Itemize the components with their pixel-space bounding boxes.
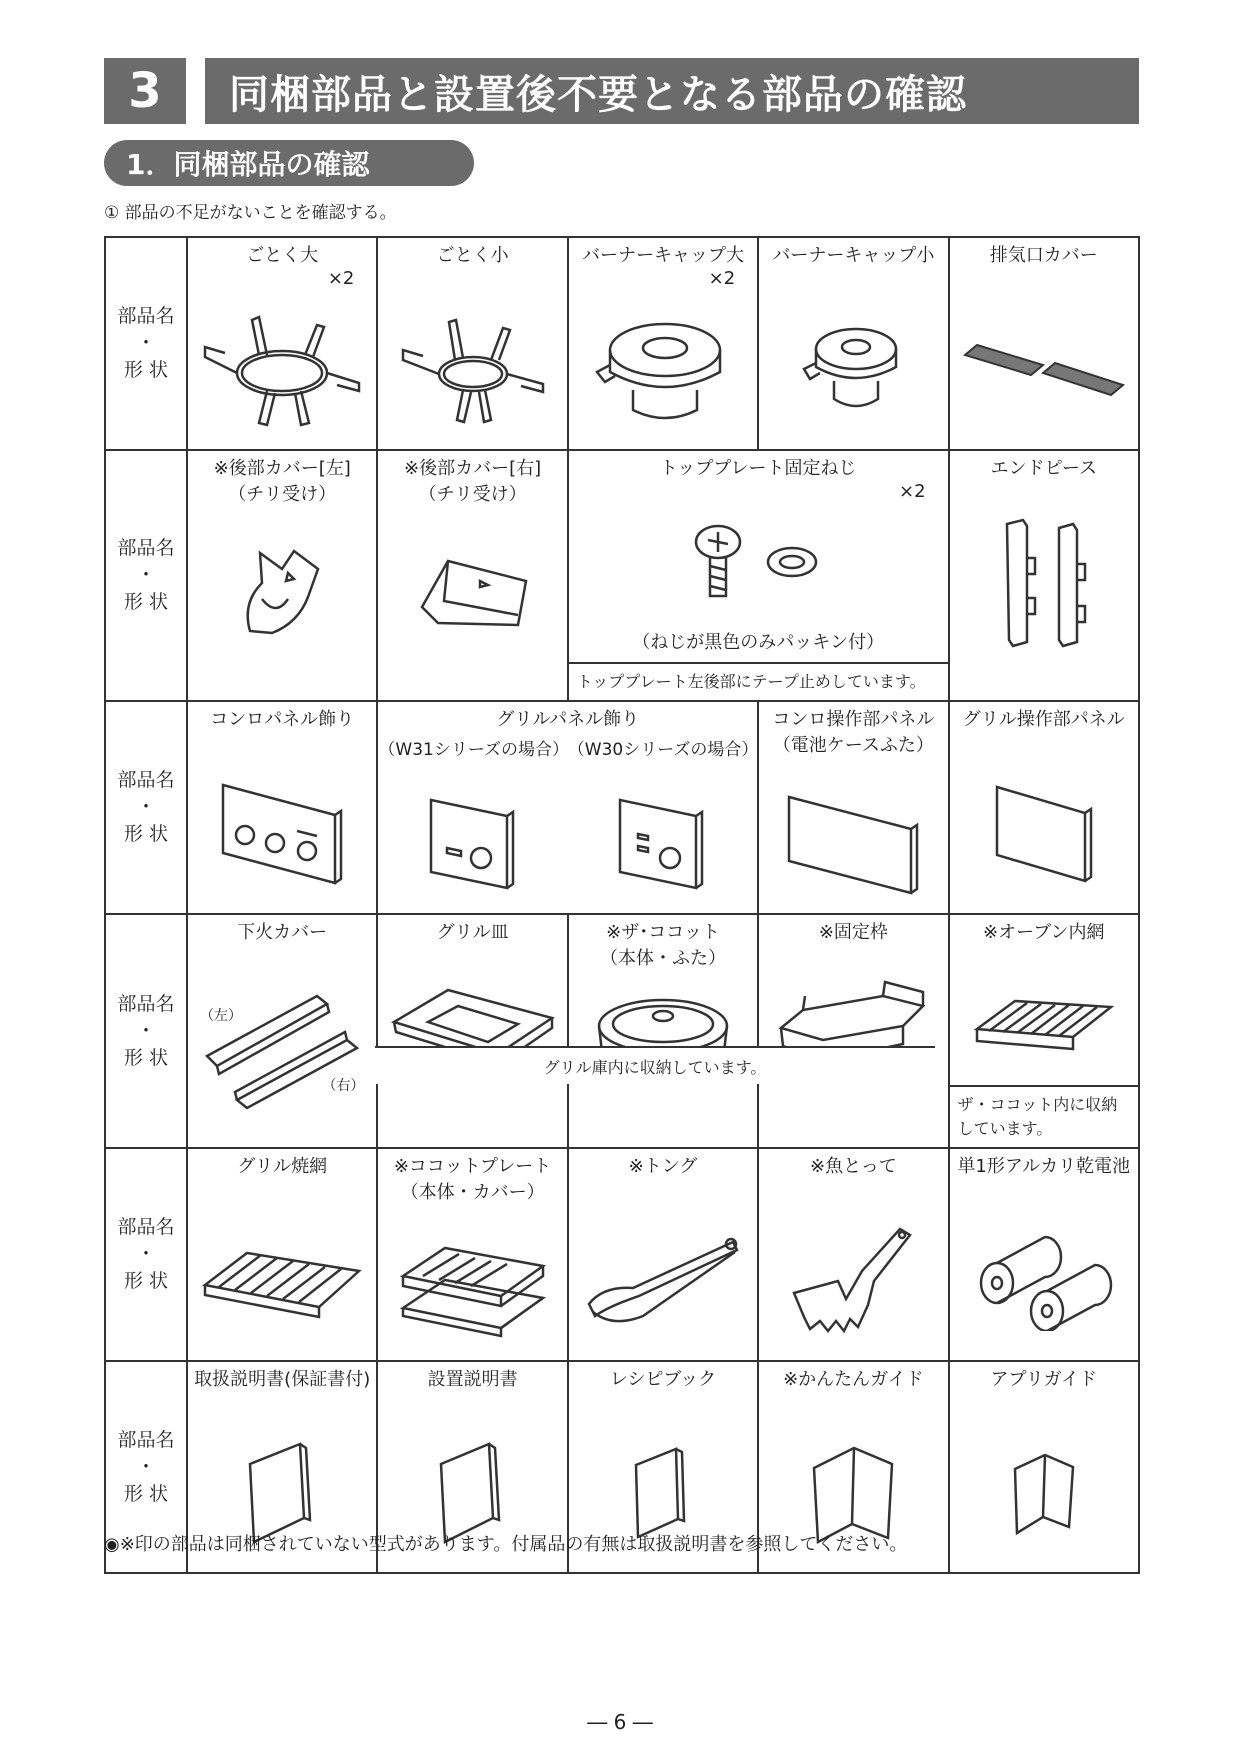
part-cell [949, 701, 1139, 914]
row-label-dot: ・ [136, 1019, 156, 1042]
grill-control-panel-icon [989, 779, 1099, 889]
row-label-line2: 形 状 [123, 359, 169, 381]
rear-cover-left-icon [232, 543, 332, 643]
part-label: ※後部カバー[右] [404, 458, 542, 479]
part-sublabel: （本体・ふた） [599, 948, 726, 969]
row-label-line2: 形 状 [123, 1482, 169, 1505]
row-label [105, 237, 187, 450]
row-label-dot: ・ [136, 796, 156, 818]
part-label: ※かんたんガイド [783, 1369, 924, 1390]
part-label: コンロパネル飾り [210, 709, 355, 730]
part-label: ごとく小 [436, 245, 509, 266]
row-label [105, 450, 187, 701]
part-label: 下火カバー [237, 922, 328, 943]
part-tag-left: （左） [200, 1008, 242, 1024]
trivet-small-icon [393, 310, 553, 430]
section-header [104, 58, 1139, 124]
part-label: アプリガイド [990, 1369, 1098, 1390]
table-row [105, 1148, 1139, 1361]
part-cell [568, 237, 758, 450]
bottom-note: ◉※印の部品は同梱されていない型式があります。付属品の有無は取扱説明書を参照してください。 [104, 1534, 908, 1555]
row-label-dot: ・ [136, 1243, 156, 1265]
part-cell [187, 237, 377, 450]
part-cell [758, 1148, 948, 1361]
row-label-dot: ・ [136, 332, 156, 354]
part-cell [377, 237, 567, 450]
part-label: 排気口カバー [989, 245, 1098, 266]
part-cell [949, 914, 1139, 1148]
part-qty: ×2 [899, 481, 926, 502]
row-label-line2: 形 状 [123, 1046, 169, 1069]
row-label-line2: 形 状 [123, 1270, 169, 1292]
table-row [105, 701, 1139, 914]
row-label-line1: 部品名 [117, 305, 175, 327]
end-piece-icon [989, 518, 1099, 648]
part-label: ※オーブン内網 [983, 922, 1105, 943]
instruction-text: ① 部品の不足がないことを確認する。 [104, 203, 397, 223]
stove-control-panel-icon [783, 789, 923, 899]
part-cell [187, 1148, 377, 1361]
part-footnote: トッププレート左後部にテープ止めしています。 [569, 662, 948, 700]
part-cell [949, 1361, 1139, 1573]
stove-panel-icon [217, 779, 347, 889]
app-guide-icon [1009, 1443, 1079, 1543]
part-sublabel: （電池ケースふた） [772, 735, 934, 756]
part-sublabel: （チリ受け） [418, 484, 527, 505]
part-label: バーナーキャップ小 [772, 245, 935, 266]
part-cell [758, 914, 948, 1148]
part-label: トッププレート固定ねじ [659, 458, 857, 479]
grill-panel-icon [612, 794, 712, 894]
grill-storage-note: グリル庫内に収納しています。 [375, 1046, 935, 1084]
part-cell [568, 914, 758, 1148]
part-tag-right: （右） [322, 1078, 365, 1094]
part-cell [187, 701, 377, 914]
tongs-icon [583, 1226, 743, 1336]
cocotte-plate-icon [393, 1236, 553, 1346]
part-cell [949, 1148, 1139, 1361]
row-label [105, 1148, 187, 1361]
part-label: ※トング [628, 1156, 698, 1177]
part-sublabel: （チリ受け） [228, 484, 337, 505]
part-cell [568, 450, 949, 701]
row-label-line1: 部品名 [117, 537, 175, 559]
recipe-book-icon [628, 1443, 698, 1543]
part-label: ※魚とって [810, 1156, 897, 1177]
table-row [105, 237, 1139, 450]
part-label: グリル操作部パネル [962, 709, 1125, 730]
part-label: ごとく大 [246, 245, 319, 266]
part-sublabel: （本体・カバー） [400, 1182, 545, 1203]
part-cell [568, 1148, 758, 1361]
page-number: ― 6 ― [587, 1710, 653, 1734]
part-label: ※ココットプレート [393, 1156, 552, 1177]
row-label-dot: ・ [136, 1455, 156, 1478]
part-qty: ×2 [708, 268, 736, 289]
part-label: レシピブック [609, 1369, 717, 1390]
trivet-large-icon [197, 305, 367, 435]
grill-rack-icon [197, 1231, 367, 1331]
part-label: 取扱説明書(保証書付) [194, 1369, 371, 1390]
part-cell [949, 450, 1139, 701]
part-cell [758, 237, 948, 450]
part-sublabel-right: （W30シリーズの場合） [567, 740, 759, 760]
row-label-line2: 形 状 [123, 823, 169, 845]
fish-spatula-icon [788, 1221, 918, 1341]
rear-cover-right-icon [408, 543, 538, 643]
part-label: エンドピース [990, 458, 1097, 479]
battery-icon [969, 1231, 1119, 1331]
row-label-line1: 部品名 [117, 769, 175, 791]
part-label: グリルパネル飾り [496, 709, 640, 730]
burner-cap-large-icon [593, 310, 733, 430]
part-label: ※後部カバー[左] [213, 458, 351, 479]
part-label: グリル焼網 [237, 1156, 328, 1177]
row-label [105, 701, 187, 914]
oven-rack-icon [969, 981, 1119, 1071]
row-label-line1: 部品名 [117, 1216, 175, 1238]
part-cell [377, 1148, 567, 1361]
burner-cap-small-icon [798, 315, 908, 425]
part-qty: ×2 [327, 268, 355, 289]
exhaust-cover-icon [959, 315, 1129, 425]
part-cell [187, 450, 377, 701]
table-row [105, 450, 1139, 701]
section-number: 3 [104, 58, 186, 124]
section-title: 同梱部品と設置後不要となる部品の確認 [205, 58, 1139, 124]
part-cell [187, 914, 377, 1148]
row-label-line1: 部品名 [117, 1428, 175, 1451]
part-label: バーナーキャップ大 [581, 245, 744, 266]
part-note: （ねじが黒色のみパッキン付） [632, 632, 885, 653]
row-label-line2: 形 状 [123, 591, 169, 613]
subsection-title: 1．同梱部品の確認 [104, 140, 474, 186]
part-label: 単1形アルカリ乾電池 [957, 1156, 1131, 1177]
row-label [105, 914, 187, 1148]
part-cell [377, 914, 567, 1148]
lower-flame-cover-icon [197, 982, 367, 1112]
part-footnote: ザ・ココット内に収納しています。 [950, 1085, 1138, 1147]
screw-washer-icon [688, 518, 828, 608]
parts-table [104, 236, 1140, 1574]
part-cell [377, 450, 567, 701]
part-cell [377, 701, 758, 914]
part-label: ※固定枠 [818, 922, 888, 943]
part-cell [758, 701, 948, 914]
grill-panel-icon [423, 794, 523, 894]
part-label: グリル皿 [436, 922, 509, 943]
part-sublabel-left: （W31シリーズの場合） [378, 740, 569, 760]
part-cell [949, 237, 1139, 450]
part-label: コンロ操作部パネル [772, 709, 935, 730]
table-row [105, 914, 1139, 1148]
row-label-line1: 部品名 [117, 992, 175, 1015]
row-label-dot: ・ [136, 564, 156, 586]
part-label: ※ザ･ココット [606, 922, 720, 943]
part-label: 設置説明書 [427, 1369, 518, 1390]
